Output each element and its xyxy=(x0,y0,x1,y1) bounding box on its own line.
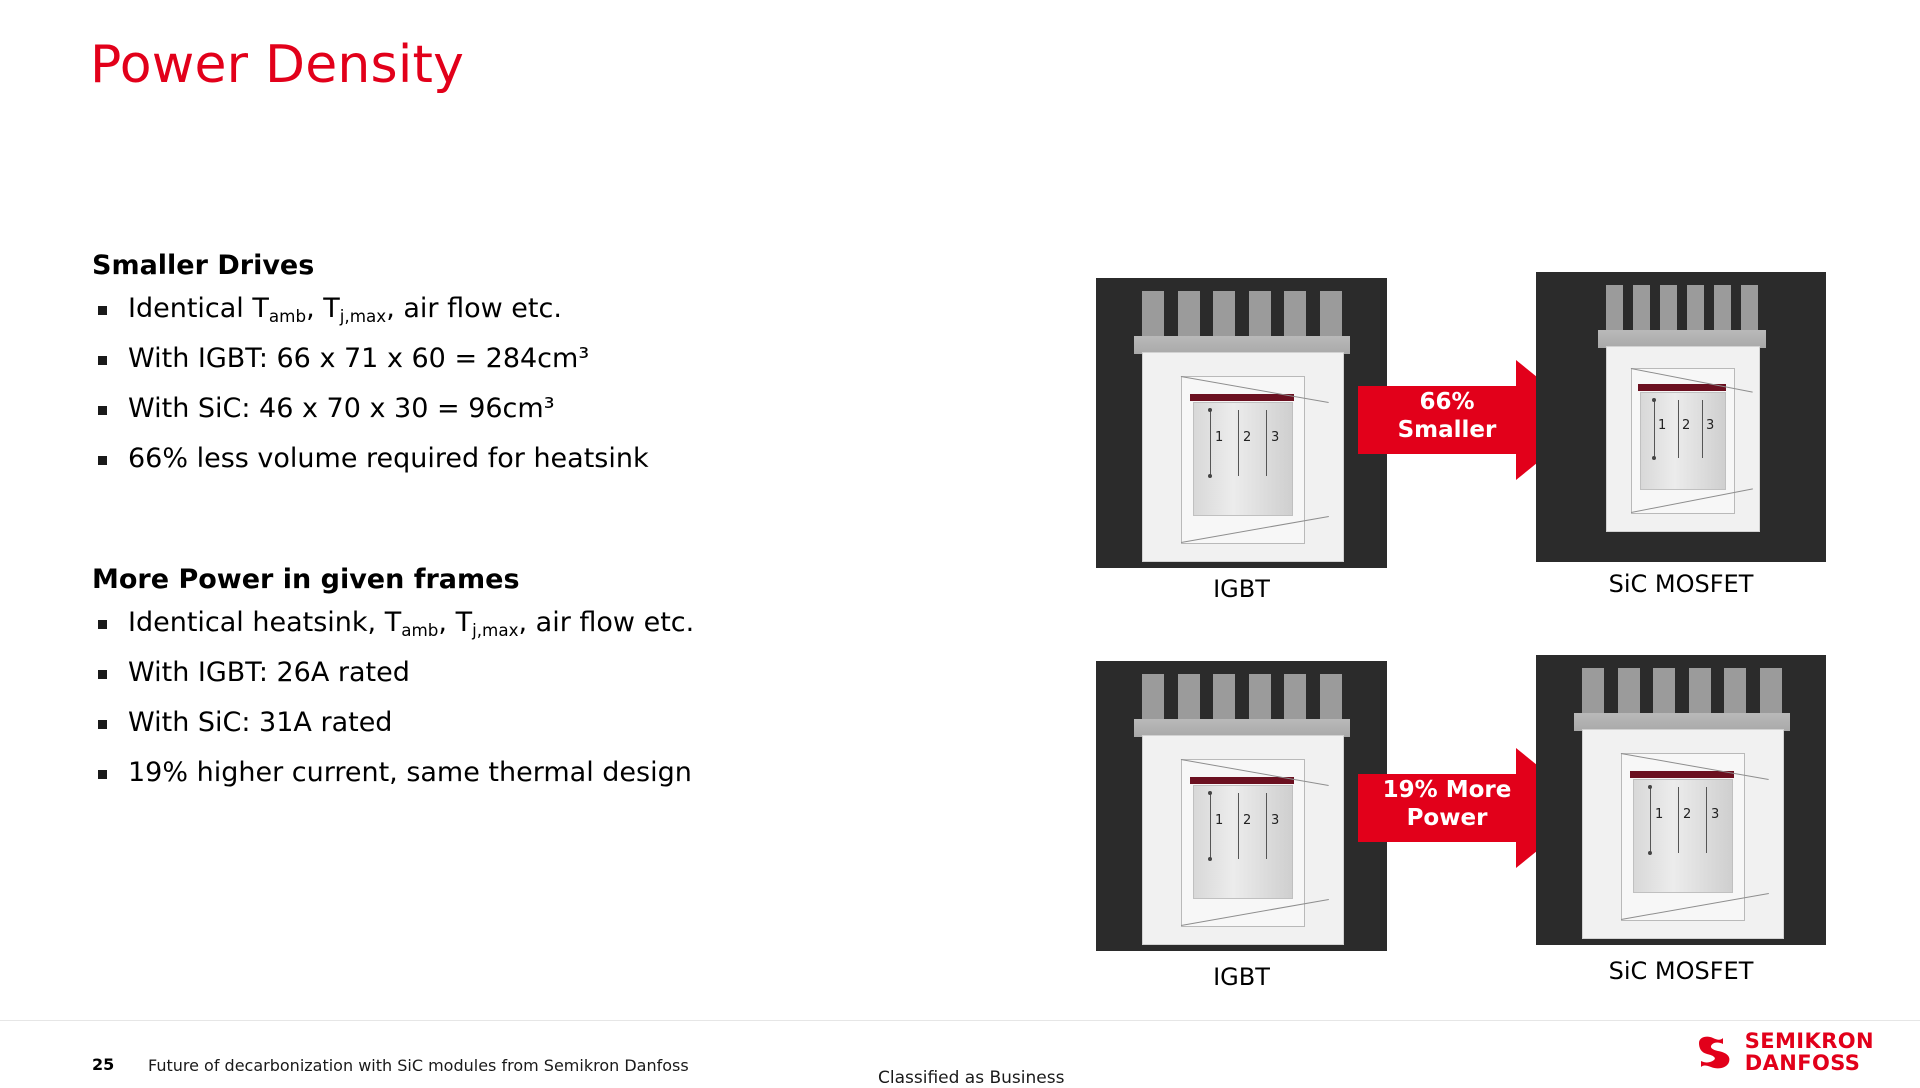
arrow-label-line1: 66% xyxy=(1419,389,1475,415)
heatsink-fin xyxy=(1320,291,1342,339)
heatsink-fins xyxy=(1142,291,1342,339)
module-body xyxy=(1633,779,1733,893)
brand-line2: DANFOSS xyxy=(1744,1051,1861,1076)
module-body xyxy=(1193,402,1293,516)
heatsink-fin xyxy=(1760,668,1782,716)
caption-igbt-top: IGBT xyxy=(1213,575,1270,603)
content-text-column xyxy=(92,250,922,809)
heatsink-fins xyxy=(1142,674,1342,722)
module-body xyxy=(1640,392,1726,490)
list-item: Identical $T_{amb}$, $T_{j,max}$, air flow etc. xyxy=(92,295,922,322)
list-item: With SiC: 31A rated xyxy=(92,709,922,736)
module-pin-dot xyxy=(1652,456,1656,460)
footer-divider xyxy=(0,1020,1920,1021)
caption-sic-top: SiC MOSFET xyxy=(1608,570,1754,598)
heatsink-fin xyxy=(1142,674,1164,722)
pin-label: 2 xyxy=(1683,807,1692,822)
semikron-logo-icon xyxy=(1693,1031,1735,1073)
heatsink-fin xyxy=(1660,285,1677,333)
heatsink-fin xyxy=(1213,674,1235,722)
module-pin xyxy=(1238,410,1239,476)
bullet-list-more-power xyxy=(92,609,922,786)
module-pin xyxy=(1654,400,1655,458)
pin-label: 2 xyxy=(1243,430,1252,445)
pin-label: 1 xyxy=(1215,430,1224,445)
module-pin xyxy=(1706,787,1707,853)
arrow-label xyxy=(1358,388,1536,444)
heatsink-fins xyxy=(1606,285,1758,333)
heatsink-fin xyxy=(1687,285,1704,333)
module-pin xyxy=(1266,410,1267,476)
heatsink-fin xyxy=(1249,291,1271,339)
module-busbar xyxy=(1630,771,1734,778)
pin-label: 1 xyxy=(1658,418,1667,433)
heatsink-fin xyxy=(1178,674,1200,722)
module-pin-dot xyxy=(1208,857,1212,861)
heatsink-fin xyxy=(1714,285,1731,333)
pin-label: 2 xyxy=(1243,813,1252,828)
pin-label: 3 xyxy=(1271,813,1280,828)
bullet-list-smaller-drives xyxy=(92,295,922,472)
module-pin-dot xyxy=(1208,791,1212,795)
sic-module-image-bottom xyxy=(1536,655,1826,945)
heatsink-fin xyxy=(1618,668,1640,716)
module-busbar xyxy=(1190,394,1294,401)
heatsink-fin xyxy=(1741,285,1758,333)
heatsink-fin xyxy=(1724,668,1746,716)
igbt-module-image-top xyxy=(1096,278,1387,568)
page-title: Power Density xyxy=(90,35,465,95)
list-item: 19% higher current, same thermal design xyxy=(92,759,922,786)
text-block-more-power xyxy=(92,564,922,786)
heatsink-fin xyxy=(1249,674,1271,722)
pin-label: 1 xyxy=(1215,813,1224,828)
classification-label: Classified as Business xyxy=(878,1068,1065,1088)
heatsink-fin xyxy=(1633,285,1650,333)
heatsink-fin xyxy=(1582,668,1604,716)
brand-line1: SEMIKRON xyxy=(1744,1029,1874,1053)
list-item: With IGBT: 26A rated xyxy=(92,659,922,686)
module-pin-dot xyxy=(1652,398,1656,402)
page-number: 25 xyxy=(92,1055,115,1074)
pin-label: 3 xyxy=(1711,807,1720,822)
heatsink-fin xyxy=(1178,291,1200,339)
heatsink-fin xyxy=(1284,674,1306,722)
block-heading: Smaller Drives xyxy=(92,250,315,281)
list-item: With SiC: 46 x 70 x 30 = 96cm³ xyxy=(92,395,922,422)
module-pin xyxy=(1266,793,1267,859)
module-pin xyxy=(1678,400,1679,458)
pin-label: 2 xyxy=(1682,418,1691,433)
igbt-module-image-bottom xyxy=(1096,661,1387,951)
module-body xyxy=(1193,785,1293,899)
caption-sic-bottom: SiC MOSFET xyxy=(1608,957,1754,985)
brand-logo xyxy=(1693,1030,1874,1074)
brand-name xyxy=(1745,1030,1874,1074)
sic-module-image-top xyxy=(1536,272,1826,562)
module-pin-dot xyxy=(1208,474,1212,478)
heatsink-fin xyxy=(1320,674,1342,722)
module-pin xyxy=(1238,793,1239,859)
module-pin xyxy=(1678,787,1679,853)
heatsink-fin xyxy=(1689,668,1711,716)
pin-label: 3 xyxy=(1271,430,1280,445)
arrow-label xyxy=(1358,776,1536,832)
footer-text: Future of decarbonization with SiC modules from Semikron Danfoss xyxy=(148,1056,689,1075)
module-pin-dot xyxy=(1648,785,1652,789)
arrow-label-line2: Power xyxy=(1406,805,1488,832)
heatsink-fin xyxy=(1284,291,1306,339)
module-pin xyxy=(1210,793,1211,859)
module-busbar xyxy=(1190,777,1294,784)
pin-label: 1 xyxy=(1655,807,1664,822)
arrow-label-line2: Smaller xyxy=(1397,417,1497,444)
list-item: 66% less volume required for heatsink xyxy=(92,445,922,472)
list-item: With IGBT: 66 x 71 x 60 = 284cm³ xyxy=(92,345,922,372)
heatsink-fins xyxy=(1582,668,1782,716)
module-pin-dot xyxy=(1208,408,1212,412)
module-pin xyxy=(1210,410,1211,476)
pin-label: 3 xyxy=(1706,418,1715,433)
heatsink-fin xyxy=(1606,285,1623,333)
list-item: Identical heatsink, $T_{amb}$, $T_{j,max}$, air flow etc. xyxy=(92,609,922,636)
arrow-label-line1: 19% More xyxy=(1382,777,1512,803)
block-heading: More Power in given frames xyxy=(92,564,520,595)
caption-igbt-bottom: IGBT xyxy=(1213,963,1270,991)
heatsink-fin xyxy=(1653,668,1675,716)
text-block-smaller-drives xyxy=(92,250,922,472)
heatsink-fin xyxy=(1213,291,1235,339)
module-pin-dot xyxy=(1648,851,1652,855)
heatsink-fin xyxy=(1142,291,1164,339)
module-pin xyxy=(1702,400,1703,458)
module-pin xyxy=(1650,787,1651,853)
